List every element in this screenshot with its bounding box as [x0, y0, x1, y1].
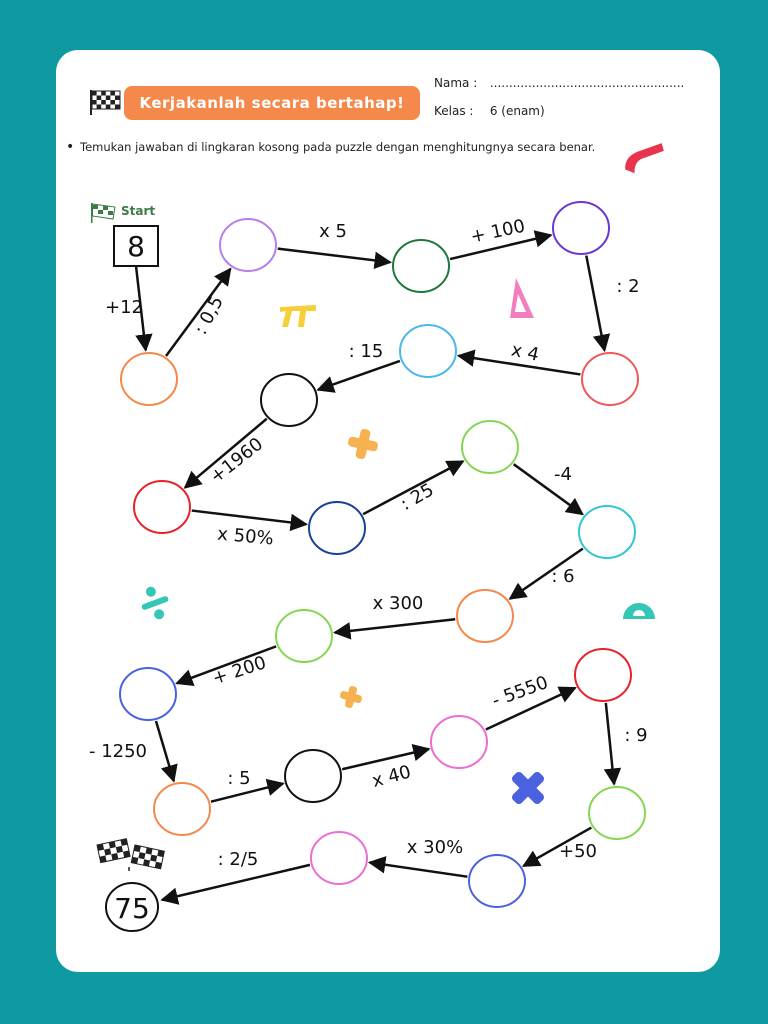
plus-small-icon — [338, 684, 365, 711]
answer-circle-8[interactable] — [134, 481, 190, 533]
instruction-text: Temukan jawaban di lingkaran kosong pada puzzle dengan menghitungnya secara benar. — [80, 140, 596, 154]
flow-arrow — [586, 256, 604, 351]
operation-label-10: : 25 — [396, 479, 438, 516]
operation-label-5: : 2 — [616, 276, 640, 297]
flow-arrow — [192, 511, 306, 525]
answer-circle-17[interactable] — [431, 716, 487, 768]
operation-label-11: -4 — [554, 464, 572, 485]
answer-circle-1[interactable] — [121, 353, 177, 405]
answer-circle-2[interactable] — [220, 219, 276, 271]
answer-circle-11[interactable] — [579, 506, 635, 558]
operation-label-2: : 0,5 — [190, 292, 228, 339]
operation-label-4: + 100 — [468, 215, 528, 248]
pi-icon — [280, 305, 316, 327]
start-label: Start — [121, 204, 156, 218]
answer-circle-16[interactable] — [285, 750, 341, 802]
operation-label-17: x 40 — [369, 761, 414, 792]
operation-label-16: : 5 — [227, 768, 251, 789]
multiply-icon — [501, 761, 555, 815]
answer-circle-7[interactable] — [261, 374, 317, 426]
operation-label-13: x 300 — [372, 593, 424, 614]
finish-value: 75 — [114, 892, 150, 925]
operation-label-3: x 5 — [319, 221, 347, 242]
answer-circle-18[interactable] — [575, 649, 631, 701]
protractor-icon — [623, 603, 655, 619]
operation-label-14: + 200 — [209, 652, 269, 690]
ruler-icon — [621, 143, 667, 175]
answer-circle-5[interactable] — [582, 353, 638, 405]
operation-label-6: x 4 — [509, 339, 541, 366]
answer-circle-14[interactable] — [120, 668, 176, 720]
operation-label-18: - 5550 — [489, 672, 551, 712]
answer-circle-4[interactable] — [553, 202, 609, 254]
flow-arrow — [606, 703, 614, 784]
plus-icon — [345, 426, 381, 462]
operation-label-15: - 1250 — [88, 741, 148, 762]
flow-arrow — [162, 865, 310, 900]
worksheet-title: Kerjakanlah secara bertahap! — [124, 86, 420, 120]
answer-circle-19[interactable] — [589, 787, 645, 839]
flow-arrow — [342, 749, 429, 769]
answer-circle-6[interactable] — [400, 325, 456, 377]
set-square-icon — [510, 278, 534, 318]
flow-arrow — [335, 619, 455, 632]
start-flag-icon — [91, 203, 115, 223]
answer-circle-15[interactable] — [154, 783, 210, 835]
name-label: Nama : — [434, 76, 478, 90]
operation-label-1: +12 — [105, 297, 143, 318]
operation-label-9: x 50% — [216, 523, 275, 550]
flow-arrow — [278, 249, 391, 263]
start-value: 8 — [127, 230, 145, 263]
answer-circle-20[interactable] — [469, 855, 525, 907]
answer-circle-9[interactable] — [309, 502, 365, 554]
answer-circle-3[interactable] — [393, 240, 449, 292]
operation-label-7: : 15 — [348, 341, 384, 362]
divide-icon — [136, 582, 174, 624]
bullet-icon: • — [66, 139, 75, 155]
answer-circle-13[interactable] — [276, 610, 332, 662]
class-value: 6 (enam) — [489, 104, 545, 118]
operation-label-8: +1960 — [206, 433, 268, 488]
flow-arrow — [156, 721, 174, 781]
flow-arrow — [318, 361, 400, 390]
answer-circle-12[interactable] — [457, 590, 513, 642]
class-label: Kelas : — [434, 104, 474, 118]
finish-flags-icon — [97, 839, 164, 871]
flow-arrow — [514, 464, 583, 514]
name-field[interactable]: ................................................... — [489, 76, 685, 90]
operation-label-20: +50 — [559, 841, 597, 862]
operation-label-19: : 9 — [624, 725, 648, 746]
answer-circle-10[interactable] — [462, 421, 518, 473]
operation-label-22: : 2/5 — [217, 849, 259, 870]
operation-label-21: x 30% — [406, 837, 464, 858]
operation-label-12: : 6 — [551, 566, 575, 587]
flow-arrow — [370, 862, 468, 876]
answer-circle-21[interactable] — [311, 832, 367, 884]
